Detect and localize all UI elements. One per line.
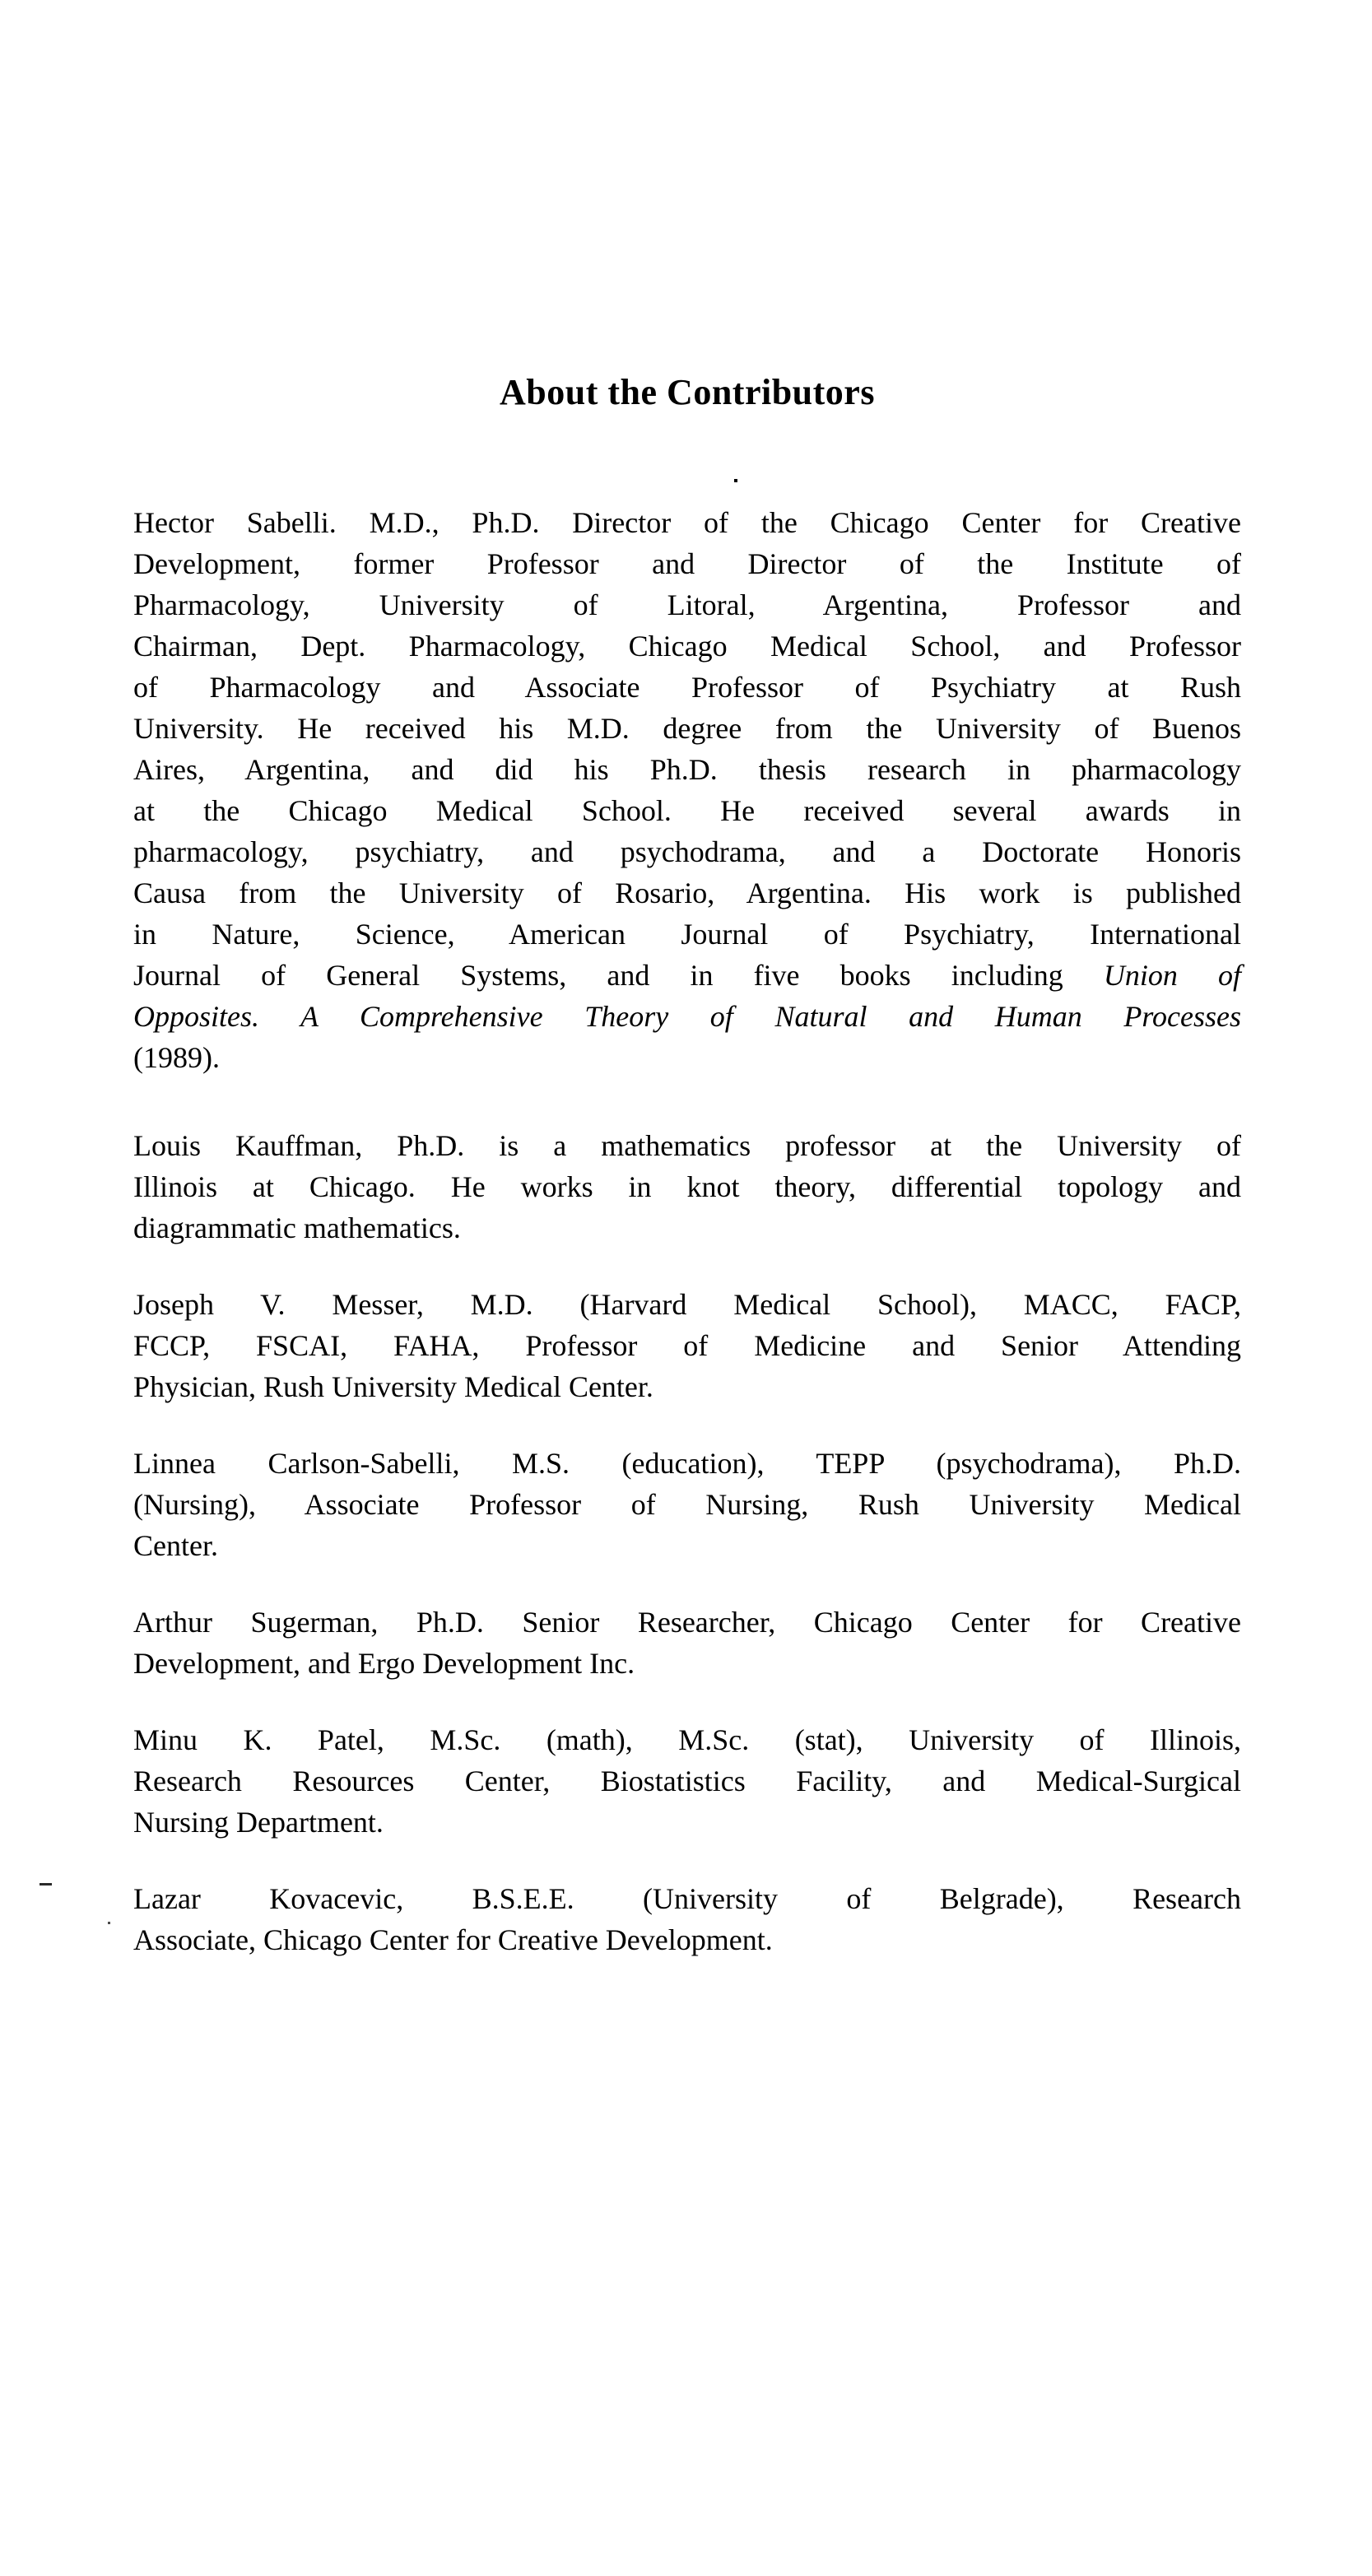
italic-book-title-text: Union of — [1103, 959, 1241, 992]
text-line — [133, 955, 1241, 996]
text-line — [133, 1878, 1241, 1919]
body-text: Nursing Department. — [133, 1806, 384, 1839]
body-text: Louis Kauffman, Ph.D. is a mathematics professor at the University of — [133, 1129, 1241, 1162]
text-line — [133, 708, 1241, 749]
body-text: diagrammatic mathematics. — [133, 1211, 461, 1244]
scanned-book-page — [0, 371, 1372, 2576]
body-text: Illinois at Chicago. He works in knot theory, differential topology and — [133, 1170, 1241, 1203]
text-line — [133, 1443, 1241, 1484]
body-text: Research Resources Center, Biostatistics Facility, and Medical-Surgical — [133, 1765, 1241, 1797]
body-text: FCCP, FSCAI, FAHA, Professor of Medicine and Senior Attending — [133, 1329, 1241, 1362]
text-line — [133, 1602, 1241, 1643]
scan-artifact-dash — [40, 1883, 52, 1886]
text-line — [133, 1325, 1241, 1366]
text-line — [133, 1760, 1241, 1802]
page-title: About the Contributors — [500, 372, 875, 412]
body-text: in Nature, Science, American Journal of Psychiatry, International — [133, 918, 1241, 951]
contributor-paragraph — [133, 1125, 1241, 1248]
text-line — [133, 749, 1241, 790]
text-line — [133, 502, 1241, 543]
text-line — [133, 831, 1241, 872]
text-line — [133, 1366, 1241, 1407]
body-text: University. He received his M.D. degree from the University of Buenos — [133, 712, 1241, 745]
text-line — [133, 1919, 1241, 1960]
scan-artifact-dot — [734, 479, 737, 482]
text-line — [133, 543, 1241, 584]
text-line — [133, 872, 1241, 914]
body-text: pharmacology, psychiatry, and psychodrama, and a Doctorate Honoris — [133, 835, 1241, 868]
body-text: Associate, Chicago Center for Creative Development. — [133, 1923, 773, 1956]
contributor-paragraph — [133, 1602, 1241, 1684]
body-text: Center. — [133, 1529, 218, 1562]
text-line — [133, 1125, 1241, 1166]
body-text: Journal of General Systems, and in five books including — [133, 959, 1104, 992]
body-text: Chairman, Dept. Pharmacology, Chicago Medical School, and Professor — [133, 630, 1241, 663]
text-line — [133, 914, 1241, 955]
contributor-paragraph — [133, 1443, 1241, 1566]
text-line — [133, 790, 1241, 831]
body-text: (1989). — [133, 1041, 220, 1074]
body-text: Lazar Kovacevic, B.S.E.E. (University of Belgrade), Research — [133, 1882, 1241, 1915]
contributor-paragraph — [133, 1878, 1241, 1960]
body-text: (Nursing), Associate Professor of Nursing, Rush University Medical — [133, 1488, 1241, 1521]
body-text: Aires, Argentina, and did his Ph.D. thesis research in pharmacology — [133, 753, 1241, 786]
body-text: Linnea Carlson-Sabelli, M.S. (education), TEPP (psychodrama), Ph.D. — [133, 1447, 1241, 1480]
italic-book-title-text: Opposites. A Comprehensive Theory of Natural and Human Processes — [133, 1000, 1241, 1033]
body-text: Joseph V. Messer, M.D. (Harvard Medical School), MACC, FACP, — [133, 1288, 1241, 1321]
text-line — [133, 1207, 1241, 1248]
body-text: Arthur Sugerman, Ph.D. Senior Researcher, Chicago Center for Creative — [133, 1606, 1241, 1639]
text-line — [133, 996, 1241, 1037]
text-line — [133, 1484, 1241, 1525]
body-text: at the Chicago Medical School. He received several awards in — [133, 794, 1241, 827]
text-line — [133, 1525, 1241, 1566]
contributor-paragraph — [133, 1719, 1241, 1843]
contributor-paragraph — [133, 502, 1241, 1078]
text-line — [133, 1166, 1241, 1207]
text-line — [133, 1719, 1241, 1760]
body-text: of Pharmacology and Associate Professor of Psychiatry at Rush — [133, 671, 1241, 704]
text-line — [133, 625, 1241, 667]
body-text: Physician, Rush University Medical Center. — [133, 1370, 653, 1403]
body-text: Minu K. Patel, M.Sc. (math), M.Sc. (stat), University of Illinois, — [133, 1723, 1241, 1756]
contributors-text-block — [133, 502, 1241, 1960]
body-text: Development, and Ergo Development Inc. — [133, 1647, 635, 1680]
contributor-paragraph — [133, 1284, 1241, 1407]
text-line — [133, 1284, 1241, 1325]
text-line — [133, 1037, 1241, 1078]
text-line — [133, 584, 1241, 625]
text-line — [133, 667, 1241, 708]
text-line — [133, 1802, 1241, 1843]
text-line — [133, 1643, 1241, 1684]
body-text: Development, former Professor and Director of the Institute of — [133, 547, 1241, 580]
body-text: Causa from the University of Rosario, Argentina. His work is published — [133, 876, 1241, 909]
body-text: Pharmacology, University of Litoral, Argentina, Professor and — [133, 588, 1241, 621]
body-text: Hector Sabelli. M.D., Ph.D. Director of the Chicago Center for Creative — [133, 506, 1241, 539]
scan-artifact-dot — [108, 1922, 110, 1924]
